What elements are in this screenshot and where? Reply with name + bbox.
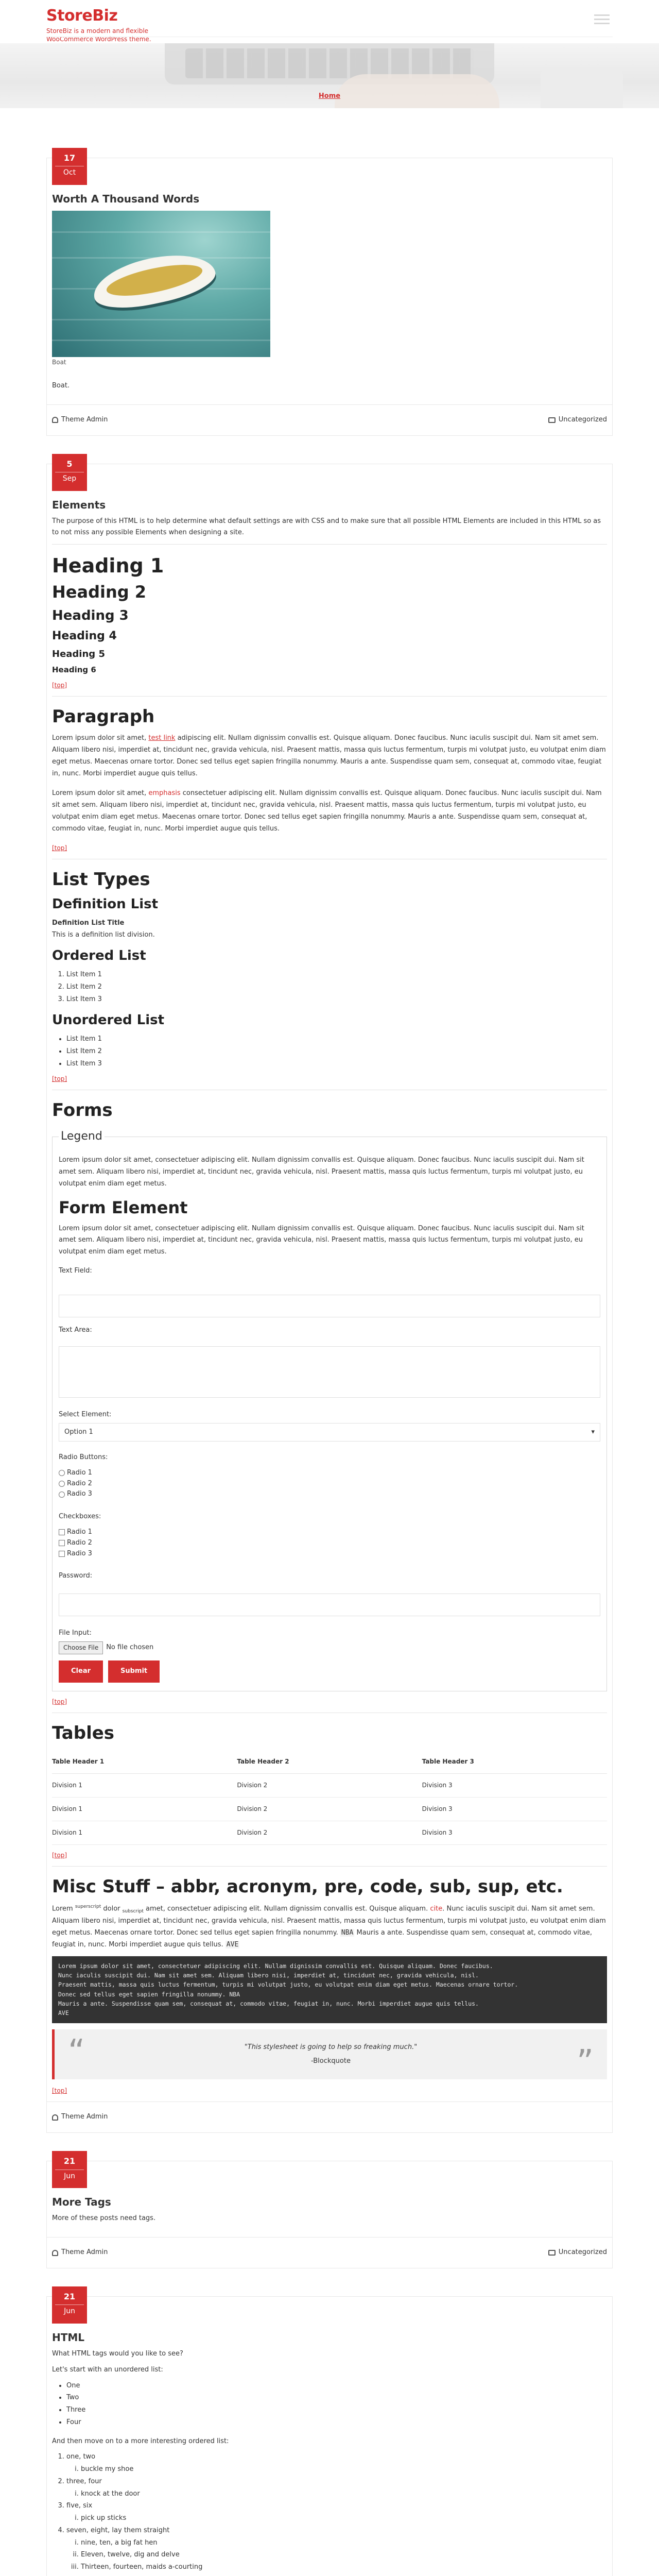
list-item: 3. List Item 3 — [66, 994, 607, 1006]
post-author-link[interactable]: Theme Admin — [61, 2248, 108, 2257]
site-tagline — [46, 27, 151, 43]
list-item: • Two — [66, 2392, 607, 2404]
user-icon — [52, 417, 58, 423]
text-area-label: Text Area: — [59, 1326, 92, 1334]
post-card — [46, 2156, 613, 2268]
list-item: 4. seven, eight, lay them straight i. nine, ten, a big fat hen ii. Eleven, twelve, dig and delve iii. Thirteen, fourteen, maids a-courting iv. — [66, 2525, 607, 2576]
site-header — [0, 0, 659, 43]
preformatted-code: Lorem ipsum dolor sit amet, consectetuer adipiscing elit. Nullam dignissim convallis est. Quisque aliquam. Donec faucibus. Nunc iaculis suscipit dui. Nam sit amet sem. Aliquam libero nisi, imperdiet at, tincidunt nec, gravida vehicula, nisl. Praesent mattis, massa quis luctus fermentum, turpis mi volutpat justo, eu volutpat enim diam eget metus. Maecenas ornare tortor. Donec sed tellus eget sapien fringilla nonummy. NBA Mauris a ante. Suspendisse quam sem, consequat at, commodo vitae, feugiat in, nunc. Morbi imperdiet augue quis tellus. AVE — [52, 1956, 607, 2023]
submit-button[interactable]: Submit — [108, 1660, 160, 1683]
post-image-figure — [52, 211, 270, 367]
radio-label: Radio Buttons: — [59, 1453, 108, 1462]
breadcrumb-home-link[interactable]: Home — [318, 92, 341, 100]
heading-2: Heading 2 — [52, 582, 147, 602]
post-month: Jun — [55, 2304, 84, 2316]
quote-open-icon: “ — [68, 2032, 85, 2071]
post-day: 21 — [63, 2156, 76, 2166]
heading-1: Heading 1 — [52, 554, 164, 578]
misc-paragraph: Lorem $^{superscript}$ dolor $_{subscript}$ amet, consectetuer adipiscing elit. Nullam dignissim convallis est. Quisque aliquam. cite. Nunc iaculis suscipit dui. Nam sit amet sem. Aliquam libero nisi, imperdiet at, tincidunt nec, gravida vehicula, nisl. Praesent mattis, massa quis luctus fermentum, turpis mi volutpat justo, eu volutpat enim diam eget metus. Maecenas ornare tortor. Donec sed tellus eget sapien fringilla nonummy. NBA Mauris a ante. Suspendisse quam sem, consequat at, commodo vitae, feugiat in, nunc. Morbi imperdiet augue quis tellus. AVE — [52, 1904, 606, 1948]
misc-heading: Misc Stuff – abbr, acronym, pre, code, sub, sup, etc. — [52, 1876, 563, 1897]
definition-description: This is a definition list division. — [52, 931, 155, 939]
cite-text: cite — [430, 1904, 443, 1912]
posts-list — [0, 108, 659, 2576]
heading-5: Heading 5 — [52, 648, 105, 659]
table-header: Table Header 1 — [52, 1750, 237, 1774]
top-link[interactable]: [top] — [52, 1852, 67, 1859]
top-link[interactable]: [top] — [52, 2087, 67, 2095]
list-item: 3. five, six i. pick up sticks — [66, 2500, 607, 2524]
list-item: i. buckle my shoe — [81, 2464, 607, 2476]
list-item: • List Item 1 — [66, 1033, 607, 1045]
file-status: No file chosen — [106, 1643, 154, 1651]
checkbox-icon[interactable] — [59, 1551, 65, 1557]
post-meta — [47, 2237, 612, 2268]
user-icon — [52, 2114, 58, 2121]
checkbox-option[interactable]: Radio 1 — [59, 1527, 600, 1538]
blockquote — [52, 2029, 607, 2080]
post-text: And then move on to a more interesting ordered list: — [52, 2437, 229, 2445]
unordered-list — [66, 2380, 607, 2429]
superscript-text: superscript — [75, 1904, 101, 1909]
post-card — [46, 153, 613, 436]
list-item: 2. three, four i. knock at the door — [66, 2476, 607, 2500]
post-day: 17 — [63, 153, 76, 163]
list-item: ii. Eleven, twelve, dig and delve — [81, 2549, 607, 2561]
site-title[interactable]: StoreBiz — [46, 7, 118, 25]
select-value: Option 1 — [64, 1428, 93, 1436]
form-fieldset — [52, 1127, 607, 1691]
site-tagline-line: StoreBiz is a modern and flexible — [46, 27, 149, 35]
folder-icon — [548, 2250, 556, 2256]
table-row: Division 1 Division 2 Division 3 — [52, 1774, 607, 1798]
top-link[interactable]: [top] — [52, 844, 67, 852]
password-label: Password: — [59, 1572, 93, 1580]
list-item: • One — [66, 2380, 607, 2392]
top-link[interactable]: [top] — [52, 681, 67, 689]
tables-heading: Tables — [52, 1722, 115, 1743]
user-icon — [52, 2250, 58, 2256]
definition-list-heading: Definition List — [52, 896, 159, 912]
acronym-text: NBA — [341, 1929, 354, 1937]
form-element-heading: Form Element — [59, 1197, 188, 1217]
text-area-input[interactable] — [59, 1346, 600, 1398]
post-meta — [47, 404, 612, 435]
file-input-label: File Input: — [59, 1629, 92, 1637]
post-text: Boat. — [52, 381, 70, 389]
post-date-badge[interactable] — [52, 2151, 87, 2188]
site-tagline-line: WooCommerce WordPress theme. — [46, 36, 151, 43]
radio-option[interactable]: Radio 1 — [59, 1468, 600, 1479]
folder-icon — [548, 417, 556, 423]
list-item: iii. Thirteen, fourteen, maids a-courting — [81, 2562, 607, 2573]
select-label: Select Element: — [59, 1411, 112, 1419]
post-day: 21 — [63, 2292, 76, 2302]
checkbox-label: Checkboxes: — [59, 1513, 101, 1521]
list-item: i. nine, ten, a big fat hen — [81, 2537, 607, 2549]
post-author-link[interactable]: Theme Admin — [61, 2113, 108, 2121]
heading-3: Heading 3 — [52, 607, 129, 623]
boat-image — [52, 211, 270, 357]
subscript-text: subscript — [122, 1908, 144, 1914]
top-link[interactable]: [top] — [52, 1075, 67, 1083]
table-row: Division 1 Division 2 Division 3 — [52, 1821, 607, 1845]
radio-option[interactable]: Radio 2 — [59, 1479, 600, 1489]
table-header: Table Header 2 — [237, 1750, 422, 1774]
quote-cite: -Blockquote — [311, 2057, 351, 2065]
post-intro: The purpose of this HTML is to help determine what default settings are with CSS and to make sure that all possible HTML Elements are included in this HTML so as to not miss any possible Elements when designing a site. — [52, 517, 601, 537]
post-month: Jun — [55, 2170, 84, 2181]
list-item — [81, 2574, 607, 2576]
quote-text: "This stylesheet is going to help so freaking much." — [244, 2043, 418, 2051]
post-title[interactable]: Elements — [52, 498, 106, 511]
form-legend: Legend — [61, 1129, 102, 1143]
post-category-link[interactable]: Uncategorized — [558, 415, 607, 423]
list-item: 1. List Item 1 — [66, 969, 607, 981]
radio-option[interactable]: Radio 3 — [59, 1489, 600, 1500]
post-date-badge[interactable] — [52, 2286, 87, 2324]
table-row: Division 1 Division 2 Division 3 — [52, 1798, 607, 1821]
post-month: Sep — [55, 472, 84, 483]
heading-4: Heading 4 — [52, 630, 117, 643]
ordered-list-heading: Ordered List — [52, 947, 146, 963]
list-item: • Three — [66, 2404, 607, 2416]
post-date-badge[interactable] — [52, 148, 87, 185]
post-card — [46, 2292, 613, 2576]
post-text: More of these posts need tags. — [52, 2214, 156, 2223]
heading-6: Heading 6 — [52, 665, 96, 675]
post-text: What HTML tags would you like to see? — [52, 2350, 183, 2358]
image-caption: Boat — [52, 359, 66, 366]
text-field-label: Text Field: — [59, 1266, 92, 1275]
file-input[interactable] — [59, 1641, 600, 1654]
test-link[interactable]: test link — [148, 734, 176, 742]
select-dropdown[interactable] — [59, 1423, 600, 1442]
table-header: Table Header 3 — [422, 1750, 607, 1774]
ordered-list — [66, 969, 607, 1005]
post-date-badge[interactable] — [52, 454, 87, 491]
data-table — [52, 1750, 607, 1845]
quote-close-icon: ” — [576, 2043, 594, 2081]
chevron-down-icon: ▾ — [591, 1428, 595, 1436]
top-link[interactable]: [top] — [52, 1698, 67, 1705]
post-title[interactable]: Worth A Thousand Words — [52, 193, 200, 205]
list-item: i. knock at the door — [81, 2488, 607, 2500]
hero-banner — [0, 43, 659, 108]
post-month: Oct — [55, 166, 84, 177]
list-types-heading: List Types — [52, 869, 150, 890]
post-text: Let's start with an unordered list: — [52, 2365, 163, 2374]
paragraph-text: Lorem ipsum dolor sit amet, test link adipiscing elit. Nullam dignissim convallis est. Quisque aliquam. Donec faucibus. Nunc iaculis suscipit dui. Nam sit amet sem. Aliquam libero nisi, imperdiet at, tincidunt nec, gravida vehicula, nisl. Praesent mattis, massa quis luctus fermentum, turpis mi volutpat justo, eu volutpat enim diam eget metus. Maecenas ornare tortor. Donec sed tellus eget sapien fringilla nonummy. Mauris a ante. Suspendisse quam sem, consequat at, commodo vitae, feugiat in, nunc. Morbi imperdiet augue quis tellus. — [52, 734, 606, 777]
checkbox-option[interactable]: Radio 3 — [59, 1549, 600, 1560]
post-day: 5 — [66, 459, 73, 469]
post-title[interactable]: HTML — [52, 2331, 85, 2344]
paragraph-heading: Paragraph — [52, 706, 155, 727]
text-field-input[interactable] — [59, 1295, 600, 1317]
definition-title: Definition List Title — [52, 919, 125, 927]
radio-icon[interactable] — [59, 1481, 65, 1487]
list-item: • List Item 3 — [66, 1058, 607, 1070]
ordered-list — [66, 2451, 607, 2576]
menu-toggle-icon[interactable] — [594, 14, 610, 26]
post-meta — [47, 2102, 612, 2132]
list-item: 2. List Item 2 — [66, 981, 607, 993]
post-title[interactable]: More Tags — [52, 2196, 111, 2209]
paragraph-text: Lorem ipsum dolor sit amet, emphasis consectetuer adipiscing elit. Nullam dignissim convallis est. Quisque aliquam. Donec faucibus. Nunc iaculis suscipit dui. Nam sit amet sem. Aliquam libero nisi, imperdiet at, tincidunt nec, gravida vehicula, nisl. Praesent mattis, massa quis luctus fermentum, turpis mi volutpat justo, eu volutpat enim diam eget metus. Maecenas ornare tortor. Donec sed tellus eget sapien fringilla nonummy. Mauris a ante. Suspendisse quam sem, consequat at, commodo vitae, feugiat in, nunc. Morbi imperdiet augue quis tellus. — [52, 789, 602, 833]
post-author-link[interactable]: Theme Admin — [61, 415, 108, 423]
radio-icon[interactable] — [59, 1492, 65, 1498]
definition-list — [52, 918, 607, 941]
clear-button[interactable]: Clear — [59, 1660, 103, 1683]
checkbox-icon[interactable] — [59, 1540, 65, 1546]
list-item: • Four — [66, 2417, 607, 2429]
unordered-list-heading: Unordered List — [52, 1012, 165, 1028]
checkbox-icon[interactable] — [59, 1529, 65, 1535]
site-branding — [46, 8, 151, 43]
legend-text: Lorem ipsum dolor sit amet, consectetuer adipiscing elit. Nullam dignissim convallis est. Quisque aliquam. Donec faucibus. Nunc iaculis suscipit dui. Nam sit amet sem. Aliquam libero nisi, imperdiet at, tincidunt nec, gravida vehicula, nisl. Praesent mattis, massa quis luctus fermentum, turpis mi volutpat justo, eu volutpat enim diam eget metus. — [59, 1156, 584, 1188]
password-input[interactable] — [59, 1594, 600, 1616]
list-item: i. pick up sticks — [81, 2513, 607, 2524]
list-item: • List Item 2 — [66, 1046, 607, 1058]
abbr-text: AVE — [226, 1940, 239, 1948]
post-category-link[interactable]: Uncategorized — [558, 2248, 607, 2257]
forms-heading: Forms — [52, 1100, 113, 1121]
checkbox-option[interactable]: Radio 2 — [59, 1538, 600, 1549]
radio-icon[interactable] — [59, 1470, 65, 1476]
choose-file-button[interactable]: Choose File — [59, 1641, 103, 1654]
post-card — [46, 459, 613, 2133]
form-text: Lorem ipsum dolor sit amet, consectetuer adipiscing elit. Nullam dignissim convallis est. Quisque aliquam. Donec faucibus. Nunc iaculis suscipit dui. Nam sit amet sem. Aliquam libero nisi, imperdiet at, tincidunt nec, gravida vehicula, nisl. Praesent mattis, massa quis luctus fermentum, turpis mi volutpat justo, eu volutpat enim diam eget metus. — [59, 1224, 584, 1256]
list-item: 1. one, two i. buckle my shoe — [66, 2451, 607, 2476]
unordered-list — [66, 1033, 607, 1070]
emphasis-text: emphasis — [148, 789, 181, 798]
